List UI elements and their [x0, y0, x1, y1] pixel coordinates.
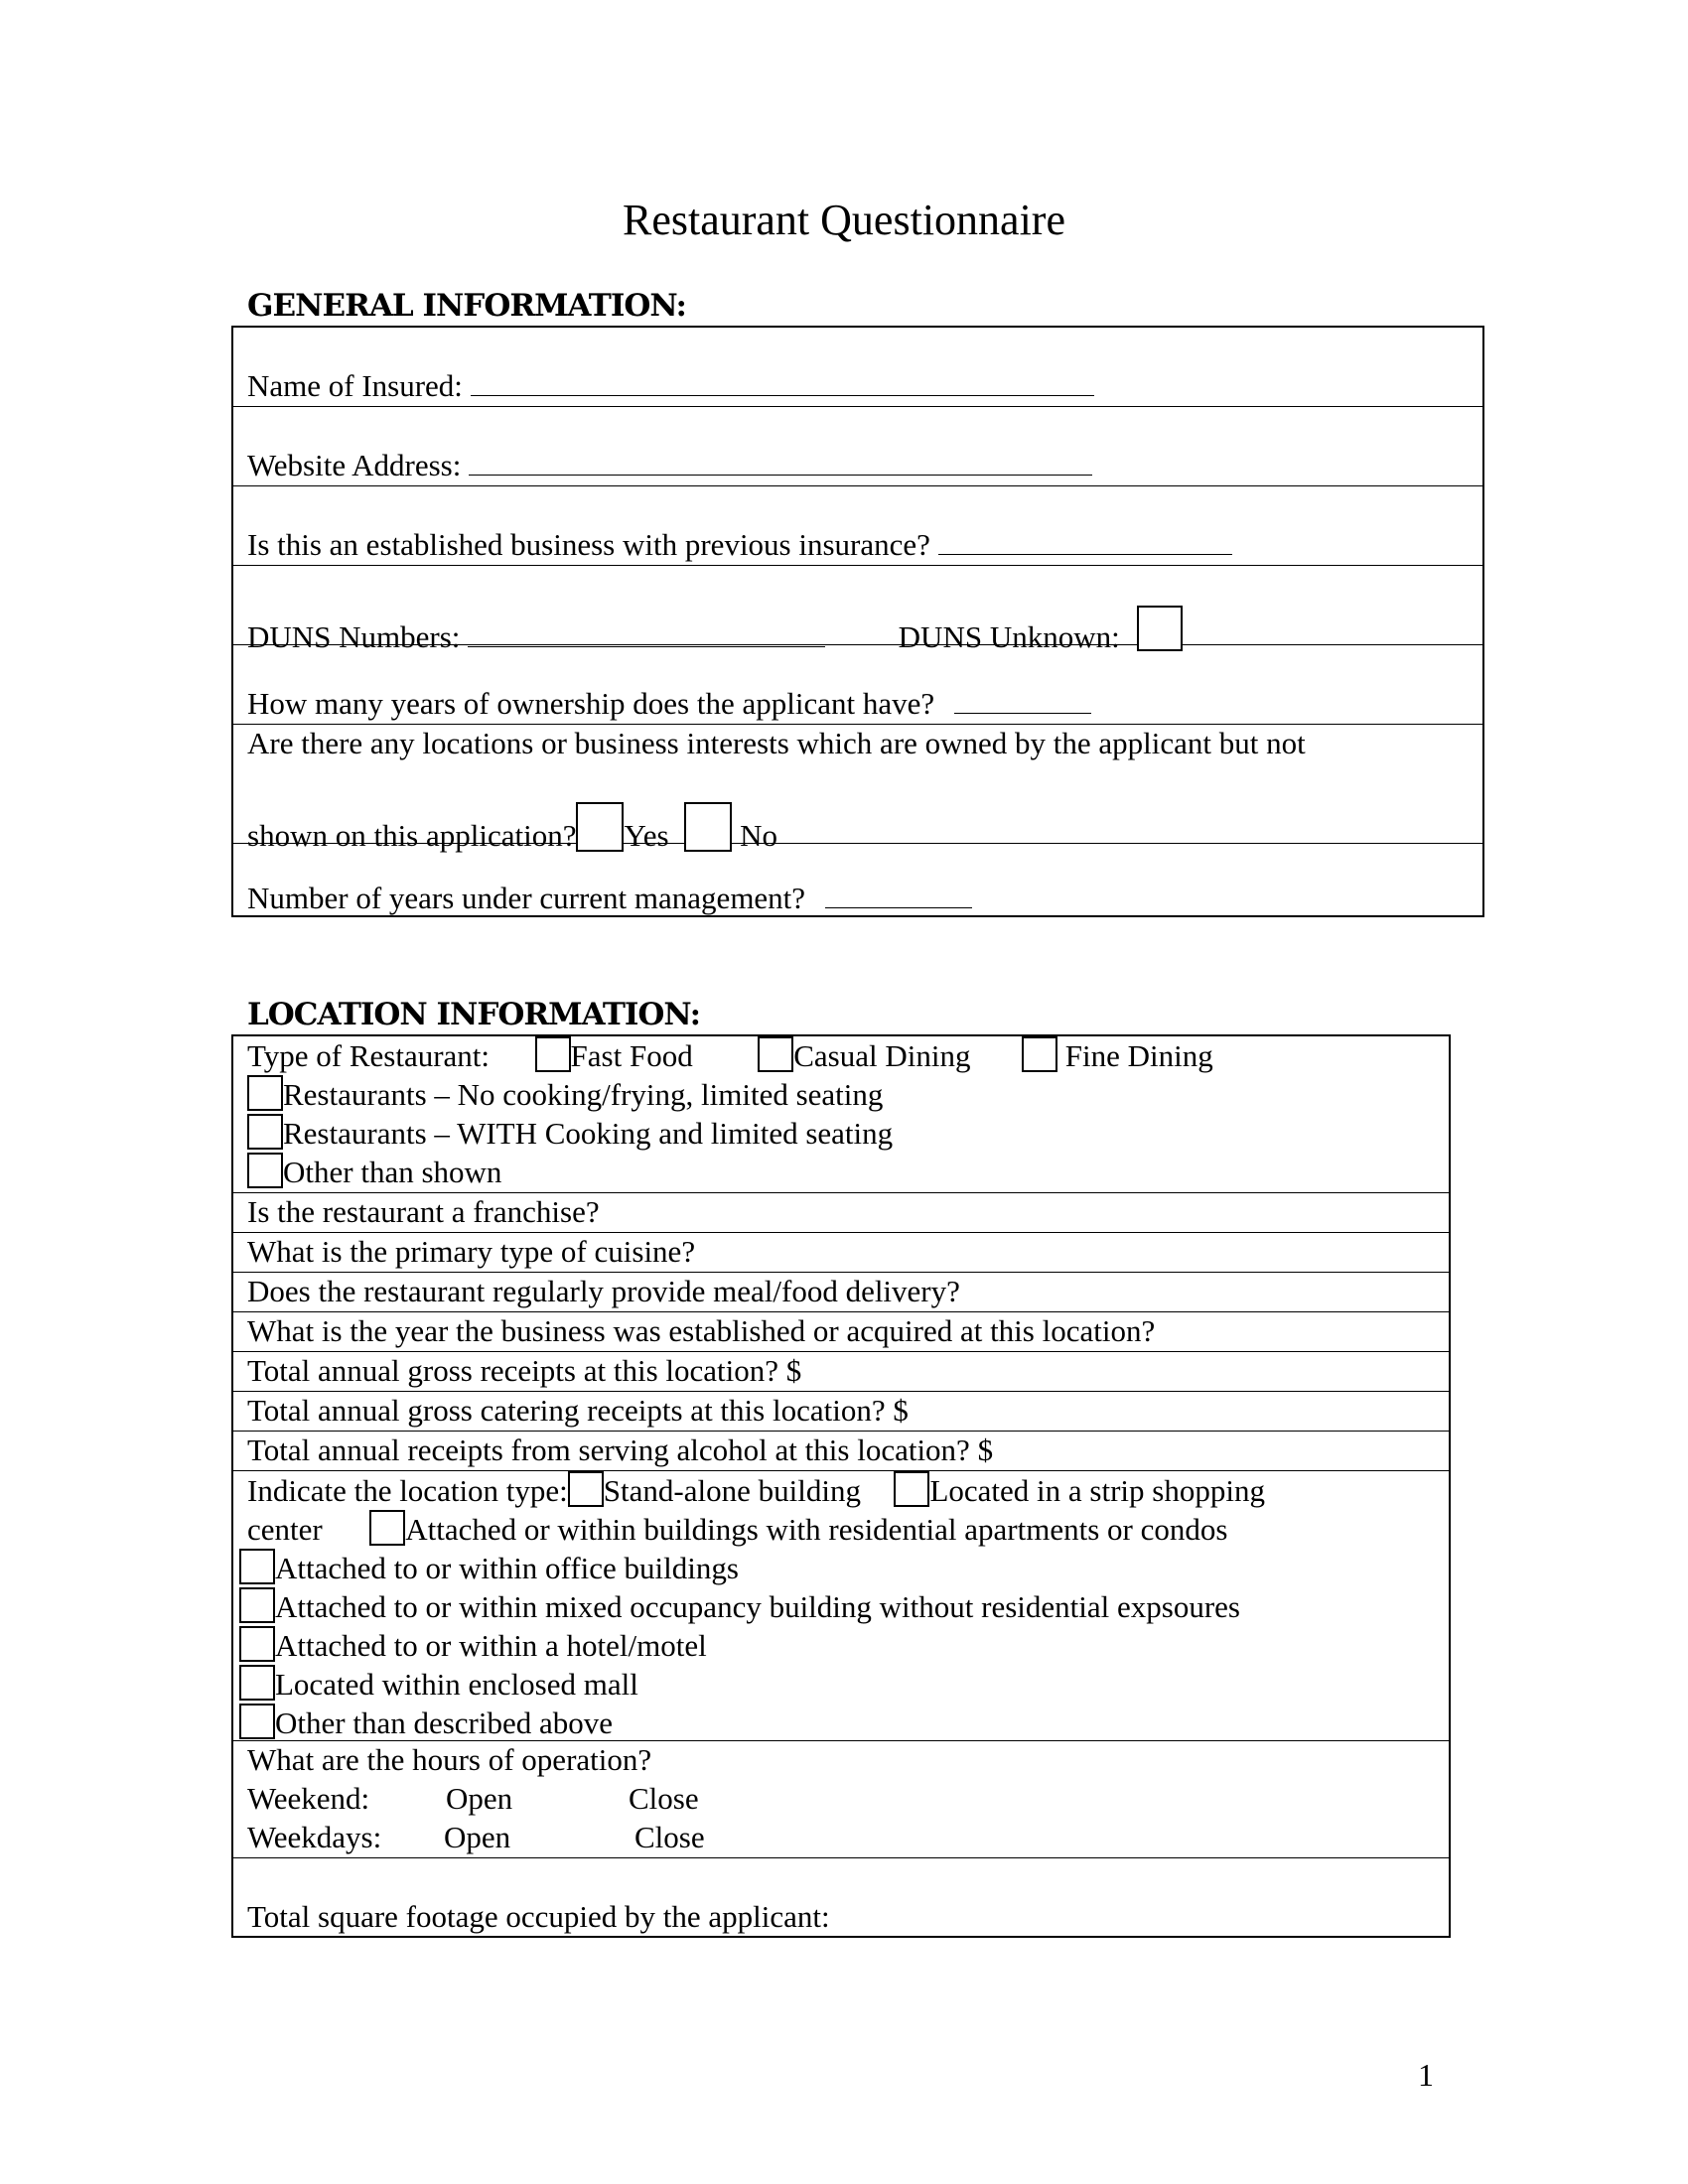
residential-checkbox[interactable]	[369, 1510, 405, 1546]
casual-dining-label: Casual Dining	[793, 1038, 971, 1073]
office-label: Attached to or within office buildings	[275, 1551, 739, 1585]
fine-dining-label: Fine Dining	[1064, 1038, 1213, 1073]
other-shown-checkbox[interactable]	[247, 1153, 283, 1188]
years-management-row	[233, 844, 1482, 919]
square-footage-row	[233, 1858, 1449, 1938]
office-checkbox[interactable]	[239, 1549, 275, 1584]
established-label: Is this an established business with previous insurance?	[247, 527, 930, 562]
weekdays-label: Weekdays:	[247, 1820, 382, 1854]
other-locations-line1: Are there any locations or business interests which are owned by the applicant but not	[247, 726, 1306, 760]
duns-numbers-label: DUNS Numbers:	[247, 619, 461, 654]
delivery-row	[233, 1273, 1449, 1312]
established-field[interactable]	[938, 528, 1232, 555]
residential-label: Attached or within buildings with residential apartments or condos	[405, 1512, 1228, 1547]
weekend-open-label: Open	[446, 1781, 513, 1816]
years-management-label: Number of years under current management?	[247, 881, 806, 915]
fast-food-checkbox[interactable]	[535, 1036, 571, 1072]
strip-shopping-checkbox[interactable]	[894, 1471, 929, 1507]
weekend-close-label: Close	[629, 1781, 699, 1816]
hours-question: What are the hours of operation?	[247, 1742, 652, 1777]
name-insured-label: Name of Insured:	[247, 368, 463, 403]
other-described-label: Other than described above	[275, 1706, 614, 1740]
weekdays-close-label: Close	[634, 1820, 705, 1854]
mall-checkbox[interactable]	[239, 1665, 275, 1701]
restaurant-type-row	[233, 1036, 1449, 1193]
cuisine-row	[233, 1233, 1449, 1273]
standalone-checkbox[interactable]	[568, 1471, 604, 1507]
duns-row	[233, 566, 1482, 654]
location-information-box	[231, 1034, 1451, 1938]
mixed-occupancy-label: Attached to or within mixed occupancy building without residential expsoures	[275, 1589, 1240, 1624]
strip-shopping-label-cont: center	[247, 1512, 323, 1547]
location-information-heading: LOCATION INFORMATION:	[247, 997, 701, 1032]
weekdays-line	[247, 1819, 705, 1856]
duns-unknown-label: DUNS Unknown:	[898, 619, 1120, 654]
franchise-label: Is the restaurant a franchise?	[247, 1194, 600, 1229]
weekend-label: Weekend:	[247, 1781, 370, 1816]
franchise-row	[233, 1193, 1449, 1233]
general-information-box	[231, 326, 1484, 917]
years-ownership-label: How many years of ownership does the applicant have?	[247, 686, 935, 721]
hotel-label: Attached to or within a hotel/motel	[275, 1628, 707, 1663]
duns-numbers-field[interactable]	[468, 620, 825, 647]
cuisine-label: What is the primary type of cuisine?	[247, 1234, 696, 1269]
name-insured-field[interactable]	[471, 369, 1094, 396]
gross-receipts-row	[233, 1352, 1449, 1392]
website-label: Website Address:	[247, 448, 462, 482]
other-locations-row	[233, 725, 1482, 853]
mall-label: Located within enclosed mall	[275, 1667, 638, 1702]
fine-dining-checkbox[interactable]	[1022, 1036, 1057, 1072]
alcohol-receipts-label: Total annual receipts from serving alcohol at this location? $	[247, 1433, 994, 1467]
page-title: Restaurant Questionnaire	[623, 196, 1065, 244]
alcohol-receipts-row	[233, 1432, 1449, 1471]
years-ownership-field[interactable]	[954, 687, 1091, 714]
weekdays-open-label: Open	[444, 1820, 511, 1854]
delivery-label: Does the restaurant regularly provide meal/food delivery?	[247, 1274, 960, 1308]
no-cooking-label: Restaurants – No cooking/frying, limited seating	[283, 1077, 884, 1112]
location-type-row	[233, 1471, 1449, 1741]
restaurant-type-label: Type of Restaurant:	[247, 1038, 491, 1073]
established-row	[233, 486, 1482, 566]
catering-receipts-label: Total annual gross catering receipts at this location? $	[247, 1393, 909, 1428]
general-information-heading: GENERAL INFORMATION:	[247, 288, 687, 324]
strip-shopping-label: Located in a strip shopping	[929, 1473, 1265, 1508]
year-established-label: What is the year the business was established or acquired at this location?	[247, 1313, 1156, 1348]
years-management-field[interactable]	[825, 882, 972, 908]
years-ownership-row	[233, 645, 1482, 725]
mixed-occupancy-checkbox[interactable]	[239, 1587, 275, 1623]
gross-receipts-label: Total annual gross receipts at this location? $	[247, 1353, 802, 1388]
location-type-label: Indicate the location type:	[247, 1473, 568, 1508]
name-insured-row	[233, 328, 1482, 407]
year-established-row	[233, 1312, 1449, 1352]
catering-receipts-row	[233, 1392, 1449, 1432]
hours-row	[233, 1741, 1449, 1858]
square-footage-label: Total square footage occupied by the applicant:	[247, 1899, 830, 1934]
yes-label: Yes	[624, 818, 669, 853]
weekend-line	[247, 1780, 699, 1818]
hotel-checkbox[interactable]	[239, 1626, 275, 1662]
other-described-checkbox[interactable]	[239, 1704, 275, 1739]
other-shown-label: Other than shown	[283, 1155, 502, 1189]
website-row	[233, 407, 1482, 486]
no-label: No	[740, 818, 777, 853]
no-cooking-checkbox[interactable]	[247, 1075, 283, 1111]
with-cooking-checkbox[interactable]	[247, 1114, 283, 1150]
casual-dining-checkbox[interactable]	[758, 1036, 793, 1072]
page-number: 1	[1418, 2057, 1434, 2093]
with-cooking-label: Restaurants – WITH Cooking and limited seating	[283, 1116, 894, 1151]
fast-food-label: Fast Food	[570, 1038, 693, 1073]
other-locations-line2: shown on this application?	[247, 818, 577, 853]
standalone-label: Stand-alone building	[603, 1473, 861, 1508]
website-field[interactable]	[469, 449, 1092, 476]
